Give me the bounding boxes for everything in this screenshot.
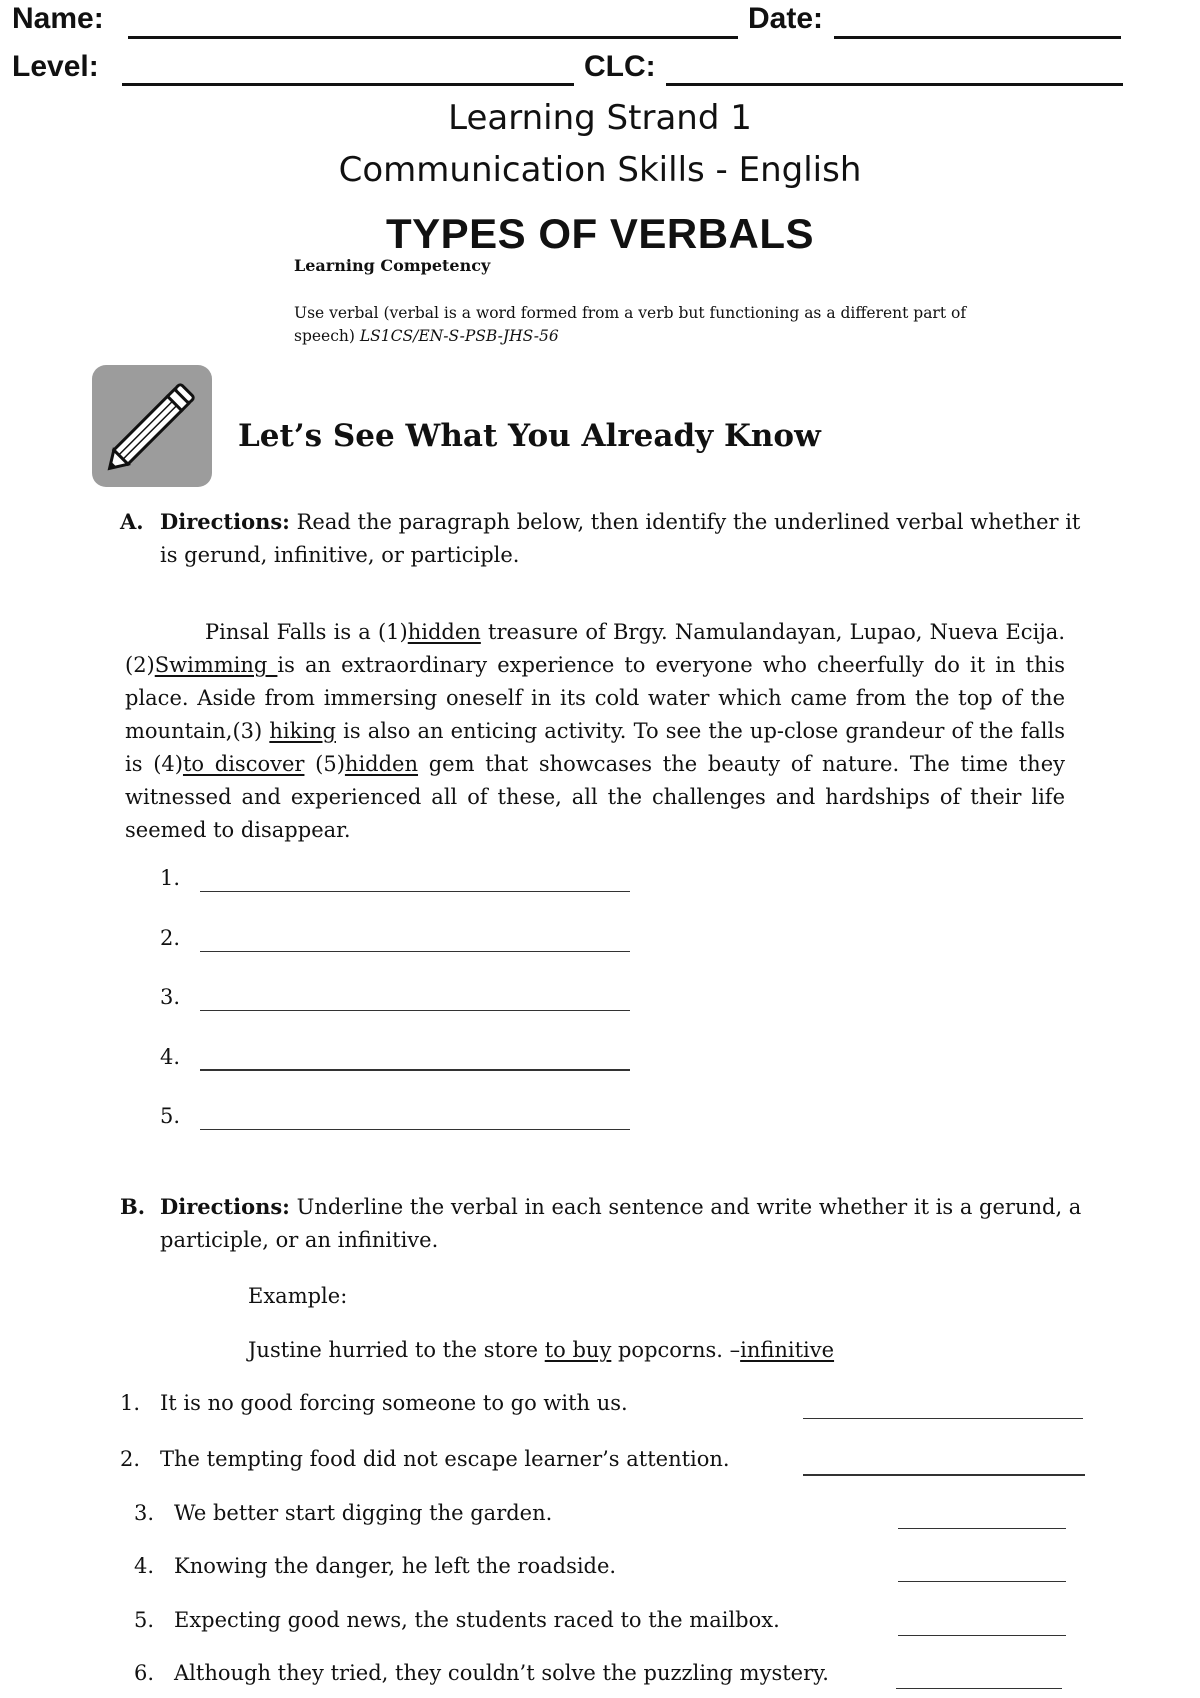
clc-label: CLC:	[584, 50, 656, 83]
subject-title: Communication Skills - English	[338, 150, 862, 190]
item-answer-blank-4[interactable]	[898, 1581, 1066, 1582]
paragraph-text: gem that showcases the beauty of nature. The time they witnessed and experienced all of these, all the challenges and hardships of their life seemed to disappear.	[125, 752, 1066, 842]
item-number: 6.	[134, 1661, 155, 1685]
pencil-icon	[92, 365, 212, 487]
item-sentence: We better start digging the garden.	[174, 1501, 553, 1525]
level-field[interactable]	[122, 83, 574, 86]
item-answer-blank-1[interactable]	[803, 1418, 1083, 1419]
example-verbal: to buy	[544, 1338, 612, 1362]
part-b-directions-text: Underline the verbal in each sentence and write whether it is a gerund, a participle, or an infinitive.	[160, 1195, 1082, 1252]
part-b-letter: B.	[120, 1194, 146, 1219]
example-text: popcorns. –	[611, 1338, 741, 1362]
item-sentence: Expecting good news, the students raced to the mailbox.	[174, 1608, 780, 1632]
answer-line-1[interactable]	[200, 891, 630, 892]
section-heading: Let’s See What You Already Know	[238, 418, 821, 454]
part-b-directions	[160, 1190, 1090, 1257]
part-a-letter: A.	[120, 509, 144, 534]
item-number: 3.	[134, 1501, 155, 1525]
item-number: 1.	[120, 1391, 141, 1415]
answer-line-5[interactable]	[200, 1129, 630, 1130]
part-a-directions-text: Read the paragraph below, then identify the underlined verbal whether it is gerund, infinitive, or participle.	[160, 510, 1081, 567]
part-b-directions-label: Directions:	[160, 1194, 290, 1219]
item-answer-blank-6[interactable]	[896, 1688, 1062, 1689]
competency-description: Use verbal (verbal is a word formed from a verb but functioning as a different part of speech)	[294, 304, 967, 345]
paragraph-text: is an extraordinary experience to everyone who cheerfully do it in this place. Aside from immersing oneself in its cold water which came from the top of the mountain,(3)	[125, 653, 1066, 743]
part-a-directions-label: Directions:	[160, 509, 290, 534]
answer-line-4[interactable]	[200, 1069, 630, 1071]
item-sentence: It is no good forcing someone to go with us.	[160, 1391, 628, 1415]
item-answer-blank-3[interactable]	[898, 1528, 1066, 1529]
paragraph-text: Pinsal Falls is a (1)	[205, 620, 408, 644]
paragraph-text: treasure of Brgy. Namulandayan, Lupao, Nueva Ecija.(2)	[125, 620, 1065, 677]
answer-number: 1.	[160, 866, 181, 890]
topic-title: TYPES OF VERBALS	[385, 210, 815, 257]
item-sentence: Knowing the danger, he left the roadside.	[174, 1554, 617, 1578]
item-number: 4.	[134, 1554, 155, 1578]
date-field[interactable]	[834, 36, 1121, 39]
date-label: Date:	[748, 2, 824, 35]
verbal-5: hidden	[344, 752, 419, 776]
name-field[interactable]	[128, 36, 738, 39]
competency-heading: Learning Competency	[294, 256, 491, 275]
example-label: Example:	[248, 1284, 348, 1308]
item-answer-blank-2[interactable]	[803, 1474, 1085, 1476]
pencil-icon-box	[92, 365, 212, 487]
item-number: 2.	[120, 1447, 141, 1471]
item-sentence: Although they tried, they couldn’t solve the puzzling mystery.	[174, 1661, 829, 1685]
answer-number: 4.	[160, 1045, 181, 1069]
example-sentence	[248, 1334, 834, 1367]
paragraph-text: is also an enticing activity. To see the up-close grandeur of the falls is (4)	[125, 719, 1066, 776]
level-label: Level:	[12, 50, 99, 83]
answer-number: 5.	[160, 1104, 181, 1128]
verbal-3: hiking	[269, 719, 336, 743]
paragraph-text: (5)	[304, 752, 345, 776]
answer-number: 2.	[160, 926, 181, 950]
name-label: Name:	[12, 2, 104, 35]
answer-line-3[interactable]	[200, 1010, 630, 1011]
example-answer: infinitive	[740, 1338, 835, 1362]
verbal-4: to discover	[182, 752, 305, 776]
item-sentence: The tempting food did not escape learner’s attention.	[160, 1447, 730, 1471]
story-paragraph	[125, 616, 1065, 847]
item-number: 5.	[134, 1608, 155, 1632]
example-text: Justine hurried to the store	[248, 1338, 545, 1362]
competency-text	[294, 302, 994, 348]
verbal-2: Swimming	[154, 653, 278, 677]
part-a-directions	[160, 505, 1090, 572]
verbal-1: hidden	[407, 620, 481, 644]
answer-number: 3.	[160, 985, 181, 1009]
answer-line-2[interactable]	[200, 951, 630, 952]
competency-code: LS1CS/EN-S-PSB-JHS-56	[359, 327, 559, 345]
strand-title: Learning Strand 1	[448, 98, 752, 138]
clc-field[interactable]	[666, 83, 1123, 86]
item-answer-blank-5[interactable]	[898, 1635, 1066, 1636]
